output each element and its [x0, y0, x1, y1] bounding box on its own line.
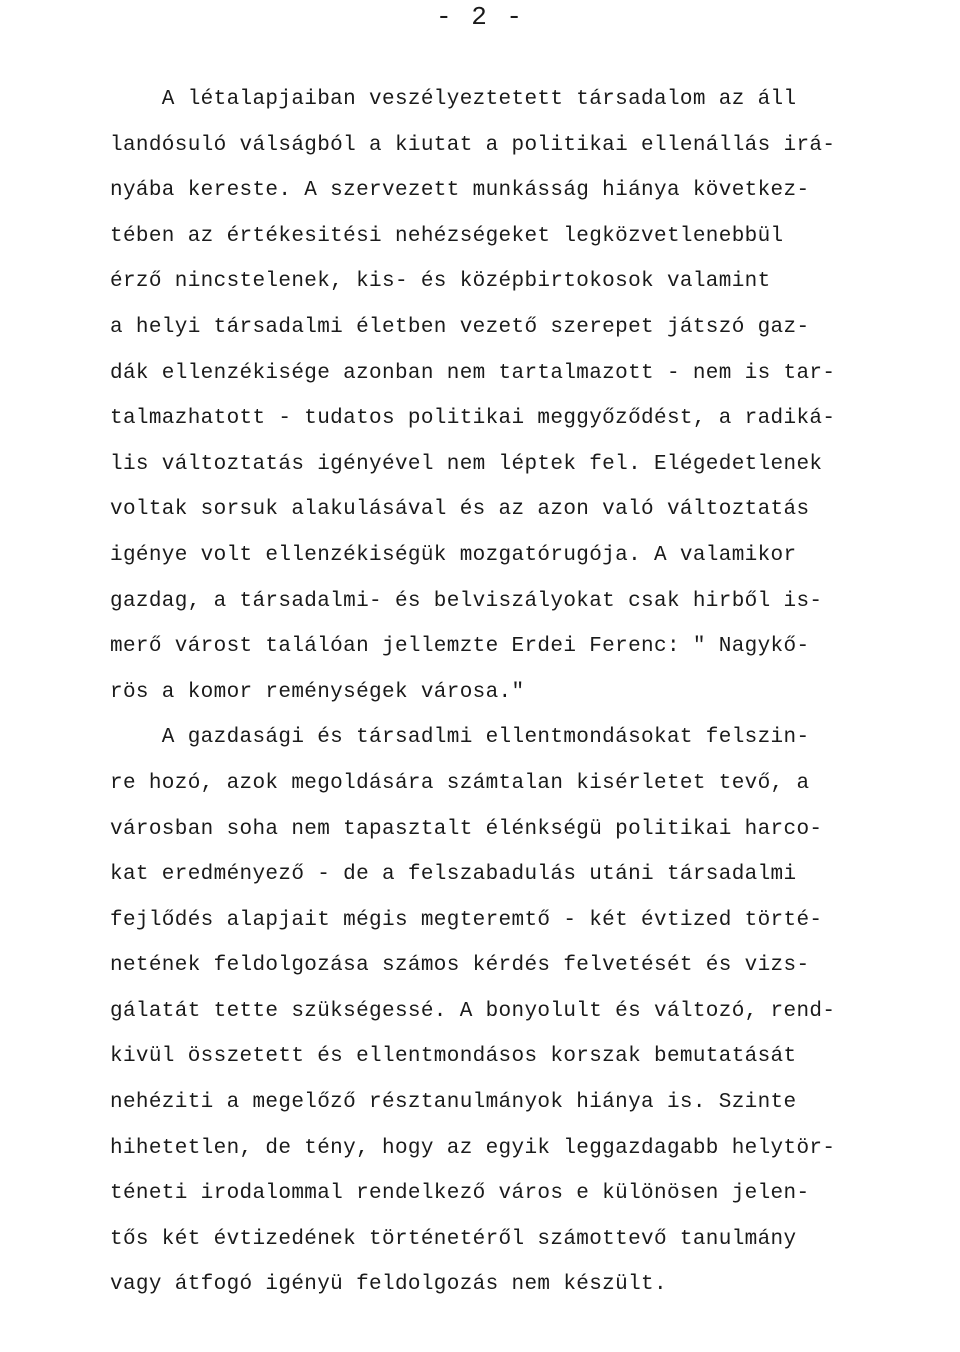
- body-text: [110, 77, 900, 1308]
- text-line: gazdag, a társadalmi- és belviszályokat csak hirből is-: [110, 589, 823, 613]
- text-line: téneti irodalommal rendelkező város e különösen jelen-: [110, 1182, 810, 1206]
- text-line: re hozó, azok megoldására számtalan kisérletet tevő, a: [110, 771, 810, 795]
- text-line: voltak sorsuk alakulásával és az azon való változtatás: [110, 498, 810, 522]
- text-line: gálatát tette szükségessé. A bonyolult és változó, rend-: [110, 999, 836, 1023]
- text-line: városban soha nem tapasztalt élénkségü politikai harco-: [110, 817, 823, 841]
- text-line: A létalapjaiban veszélyeztetett társadalom az áll: [110, 88, 797, 111]
- text-line: dák ellenzékisége azonban nem tartalmazott - nem is tar-: [110, 361, 836, 385]
- text-line: merő várost találóan jellemzte Erdei Ferenc: " Nagykő-: [110, 635, 810, 659]
- text-line: netének feldolgozása számos kérdés felvetését és vizs-: [110, 954, 810, 978]
- text-line: igénye volt ellenzékiségük mozgatórugója. A valamikor: [110, 543, 797, 567]
- text-line: a helyi társadalmi életben vezető szerepet játszó gaz-: [110, 315, 810, 339]
- text-line: landósuló válságból a kiutat a politikai ellenállás irá-: [110, 133, 836, 157]
- text-line: A gazdasági és társadlmi ellentmondásokat felszin-: [110, 726, 810, 750]
- text-line: hihetetlen, de tény, hogy az egyik leggazdagabb helytör-: [110, 1136, 836, 1160]
- page-number: - 2 -: [435, 2, 524, 32]
- text-line: vagy átfogó igényü feldolgozás nem készült.: [110, 1273, 667, 1297]
- text-line: kat eredményező - de a felszabadulás utáni társadalmi: [110, 863, 797, 887]
- text-line: érző nincstelenek, kis- és középbirtokosok valamint: [110, 270, 771, 294]
- text-line: rös a komor reménységek városa.": [110, 680, 525, 704]
- text-line: kivül összetett és ellentmondásos korszak bemutatását: [110, 1045, 797, 1069]
- text-line: fejlődés alapjait mégis megteremtő - két évtized törté-: [110, 908, 823, 932]
- text-line: tében az értékesitési nehézségeket legközvetlenebbül: [110, 224, 784, 248]
- text-line: talmazhatott - tudatos politikai meggyőződést, a radiká-: [110, 407, 836, 431]
- text-line: nehéziti a megelőző résztanulmányok hiánya is. Szinte: [110, 1091, 797, 1115]
- text-line: lis változtatás igényével nem léptek fel. Elégedetlenek: [110, 452, 823, 476]
- text-line: tős két évtizedének történetéről számottevő tanulmány: [110, 1227, 797, 1251]
- text-line: nyába kereste. A szervezett munkásság hiánya következ-: [110, 179, 810, 203]
